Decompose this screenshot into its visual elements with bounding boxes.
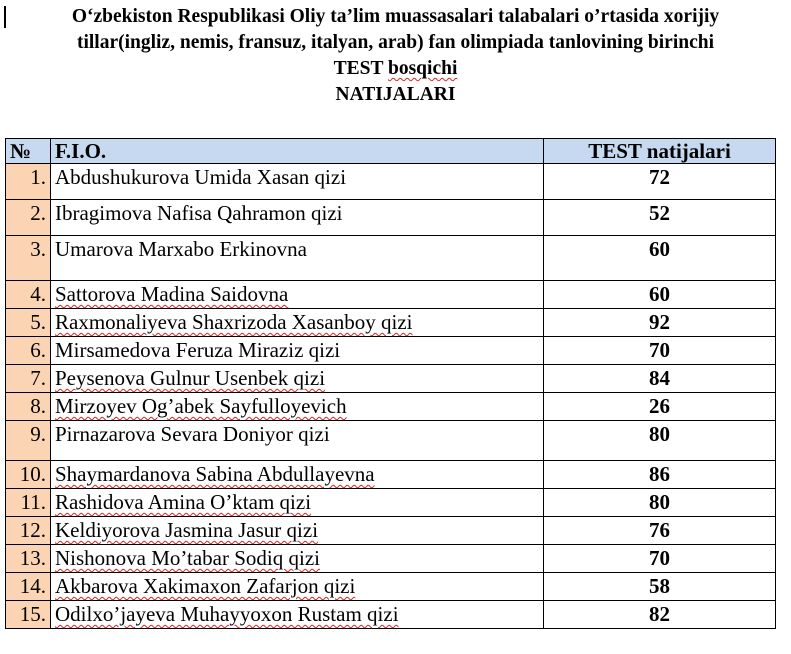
row-score: 80 — [544, 421, 776, 461]
row-score: 86 — [544, 461, 776, 489]
title-line-3-part-b: bosqichi — [388, 58, 458, 79]
row-name — [51, 337, 544, 365]
title-line-2: tillar(ingliz, nemis, fransuz, italyan, arab) fan olimpiada tanlovining birinchi — [76, 32, 715, 53]
row-name — [51, 601, 544, 629]
row-name-text: Rashidova Amina O’ktam qizi — [55, 490, 312, 514]
table-row — [6, 393, 776, 421]
row-name — [51, 393, 544, 421]
title-line-1: O‘zbekiston Respublikasi Oliy ta’lim muassasalari talabalari o’rtasida xorijiy — [71, 6, 720, 27]
row-score: 80 — [544, 489, 776, 517]
row-name-text: Sattorova Madina Saidovna — [55, 282, 289, 306]
row-number: 13. — [6, 545, 51, 573]
row-name-text: Pirnazarova Sevara Doniyor qizi — [55, 422, 330, 446]
table-row — [6, 489, 776, 517]
row-score: 84 — [544, 365, 776, 393]
table-row — [6, 236, 776, 281]
row-number: 9. — [6, 421, 51, 461]
row-number: 5. — [6, 309, 51, 337]
header-number: № — [6, 139, 51, 164]
row-name — [51, 236, 544, 281]
row-name-text: Raxmonaliyeva Shaxrizoda Xasanboy qizi — [55, 310, 413, 334]
row-name-text: Shaymardanova Sabina Abdullayevna — [55, 462, 375, 486]
title-line-4: NATIJALARI — [335, 84, 456, 105]
table-row — [6, 200, 776, 236]
header-name: F.I.O. — [51, 139, 544, 164]
row-score: 60 — [544, 281, 776, 309]
row-name-text: Mirzoyev Og’abek Sayfulloyevich — [55, 394, 347, 418]
row-number: 3. — [6, 236, 51, 281]
row-name-text: Akbarova Xakimaxon Zafarjon qizi — [55, 574, 356, 598]
row-name — [51, 164, 544, 200]
table-row — [6, 517, 776, 545]
row-score: 92 — [544, 309, 776, 337]
row-number: 8. — [6, 393, 51, 421]
row-name-text: Keldiyorova Jasmina Jasur qizi — [55, 518, 319, 542]
row-name-text: Peysenova Gulnur Usenbek qizi — [55, 366, 326, 390]
row-score: 52 — [544, 200, 776, 236]
row-number: 4. — [6, 281, 51, 309]
row-number: 12. — [6, 517, 51, 545]
row-score: 82 — [544, 601, 776, 629]
table-row — [6, 601, 776, 629]
table-row — [6, 281, 776, 309]
table-row — [6, 461, 776, 489]
row-number: 7. — [6, 365, 51, 393]
row-name-text: Ibragimova Nafisa Qahramon qizi — [55, 201, 343, 225]
table-header-row — [6, 139, 776, 164]
row-name-text: Umarova Marxabo Erkinovna — [55, 237, 307, 261]
row-number: 14. — [6, 573, 51, 601]
title-line-3 — [0, 56, 791, 82]
row-score: 58 — [544, 573, 776, 601]
row-name-text: Odilxo’jayeva Muhayyoxon Rustam qizi — [55, 602, 399, 626]
table-body — [6, 164, 776, 629]
row-number: 11. — [6, 489, 51, 517]
table-row — [6, 545, 776, 573]
header-score: TEST natijalari — [544, 139, 776, 164]
table-row — [6, 337, 776, 365]
row-name-text: Mirsamedova Feruza Miraziz qizi — [55, 338, 341, 362]
table-row — [6, 309, 776, 337]
table-row — [6, 421, 776, 461]
row-score: 70 — [544, 545, 776, 573]
row-name — [51, 461, 544, 489]
row-score: 26 — [544, 393, 776, 421]
row-score: 70 — [544, 337, 776, 365]
row-name — [51, 200, 544, 236]
document-title — [0, 0, 791, 108]
row-score: 60 — [544, 236, 776, 281]
row-name-text: Abdushukurova Umida Xasan qizi — [55, 165, 347, 189]
row-name — [51, 545, 544, 573]
row-number: 10. — [6, 461, 51, 489]
row-name — [51, 421, 544, 461]
row-score: 76 — [544, 517, 776, 545]
row-name — [51, 309, 544, 337]
row-number: 1. — [6, 164, 51, 200]
row-name — [51, 281, 544, 309]
table-row — [6, 164, 776, 200]
row-score: 72 — [544, 164, 776, 200]
row-name — [51, 489, 544, 517]
row-number: 15. — [6, 601, 51, 629]
row-name-text: Nishonova Mo’tabar Sodiq qizi — [55, 546, 321, 570]
row-name — [51, 517, 544, 545]
row-number: 2. — [6, 200, 51, 236]
row-number: 6. — [6, 337, 51, 365]
table-row — [6, 573, 776, 601]
title-line-3-part-a: TEST — [333, 58, 388, 79]
results-table — [5, 138, 776, 629]
row-name — [51, 573, 544, 601]
row-name — [51, 365, 544, 393]
table-row — [6, 365, 776, 393]
